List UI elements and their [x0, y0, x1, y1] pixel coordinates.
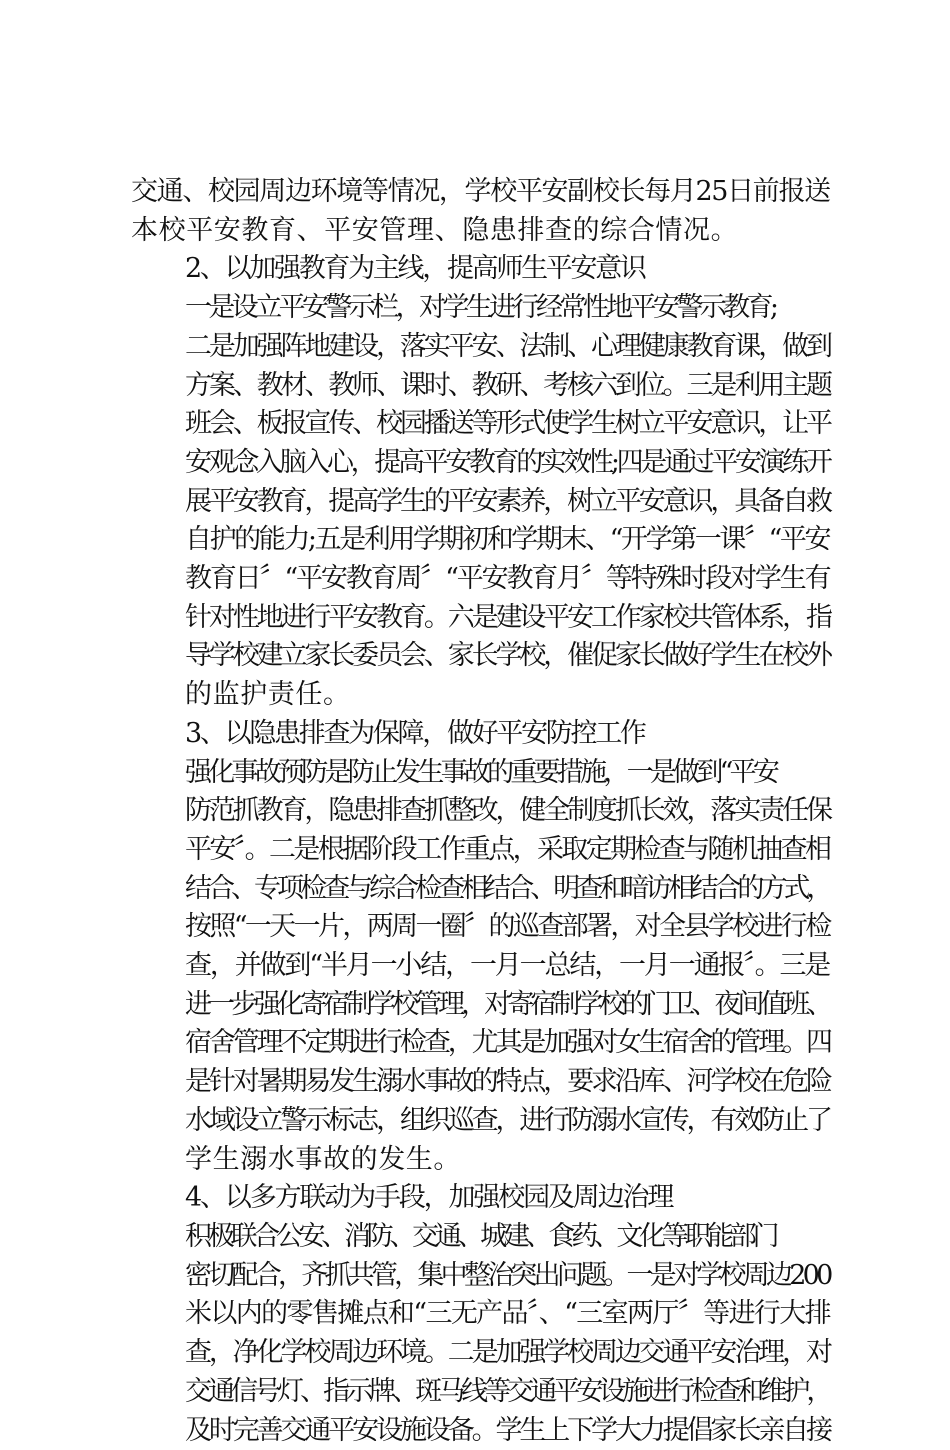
text-line: 查，净化学校周边环境。二是加强学校周边交通平安治理，对	[131, 1334, 831, 1373]
text-line: 导学校建立家长委员会、家长学校，催促家长做好学生在校外	[131, 637, 831, 676]
text-line: 教育日〞“平安教育周〞“平安教育月〞等特殊时段对学生有	[131, 560, 831, 599]
text-line: 宿舍管理不定期进行检查，尤其是加强对女生宿舍的管理。四	[131, 1024, 831, 1063]
paragraph	[131, 1218, 831, 1450]
text-line: 安观念入脑入心，提高平安教育的实效性;四是通过平安演练开	[131, 444, 831, 483]
text-line: 结合、专项检查与综合检查相结合、明查和暗访相结合的方式，	[131, 870, 831, 909]
text-line: 平安〞。二是根据阶段工作重点，采取定期检查与随机抽查相	[131, 831, 831, 870]
text-line: 米以内的零售摊点和“三无产品〞、“三室两厅〞等进行大排	[131, 1295, 831, 1334]
text-line: 防范抓教育，隐患排查抓整改，健全制度抓长效，落实责任保	[131, 792, 831, 831]
text-line: 2、以加强教育为主线，提高师生平安意识	[131, 250, 831, 289]
text-line: 强化事故预防是防止发生事故的重要措施，一是做到“平安	[131, 754, 831, 793]
text-line: 4、以多方联动为手段，加强校园及周边治理	[131, 1179, 831, 1218]
text-line: 3、以隐患排查为保障，做好平安防控工作	[131, 715, 831, 754]
text-line: 针对性地进行平安教育。六是建设平安工作家校共管体系，指	[131, 599, 831, 638]
text-line: 进一步强化寄宿制学校管理，对寄宿制学校的门卫、夜间值班、	[131, 986, 831, 1025]
text-line: 是针对暑期易发生溺水事故的特点，要求沿库、河学校在危险	[131, 1063, 831, 1102]
paragraph	[131, 754, 831, 1180]
paragraph	[131, 715, 831, 754]
text-line: 班会、板报宣传、校园播送等形式使学生树立平安意识，让平	[131, 405, 831, 444]
paragraph	[131, 173, 831, 250]
paragraph	[131, 250, 831, 289]
document-body	[131, 173, 831, 1450]
text-line: 积极联合公安、消防、交通、城建、食药、文化等职能部门	[131, 1218, 831, 1257]
text-line: 自护的能力;五是利用学期初和学期末、“开学第一课〞“平安	[131, 521, 831, 560]
text-line: 水域设立警示标志，组织巡查，进行防溺水宣传，有效防止了	[131, 1102, 831, 1141]
paragraph	[131, 289, 831, 715]
text-line: 的监护责任。	[131, 676, 831, 715]
text-line: 方案、教材、教师、课时、教研、考核六到位。三是利用主题	[131, 367, 831, 406]
text-line: 二是加强阵地建设，落实平安、法制、心理健康教育课，做到	[131, 328, 831, 367]
text-line: 交通、校园周边环境等情况，学校平安副校长每月25日前报送	[131, 173, 831, 212]
text-line: 本校平安教育、平安管理、隐患排查的综合情况。	[131, 212, 831, 251]
paragraph	[131, 1179, 831, 1218]
text-line: 学生溺水事故的发生。	[131, 1141, 831, 1180]
text-line: 交通信号灯、指示牌、斑马线等交通平安设施进行检查和维护，	[131, 1373, 831, 1412]
text-line: 展平安教育，提高学生的平安素养，树立平安意识，具备自救	[131, 483, 831, 522]
text-line: 查，并做到“半月一小结，一月一总结，一月一通报〞。三是	[131, 947, 831, 986]
text-line: 及时完善交通平安设施设备。学生上下学大力提倡家长亲自接	[131, 1412, 831, 1450]
text-line: 密切配合，齐抓共管，集中整治突出问题。一是对学校周边200	[131, 1257, 831, 1296]
text-line: 按照“一天一片，两周一圈〞的巡查部署，对全县学校进行检	[131, 908, 831, 947]
text-line: 一是设立平安警示栏，对学生进行经常性地平安警示教育;	[131, 289, 831, 328]
